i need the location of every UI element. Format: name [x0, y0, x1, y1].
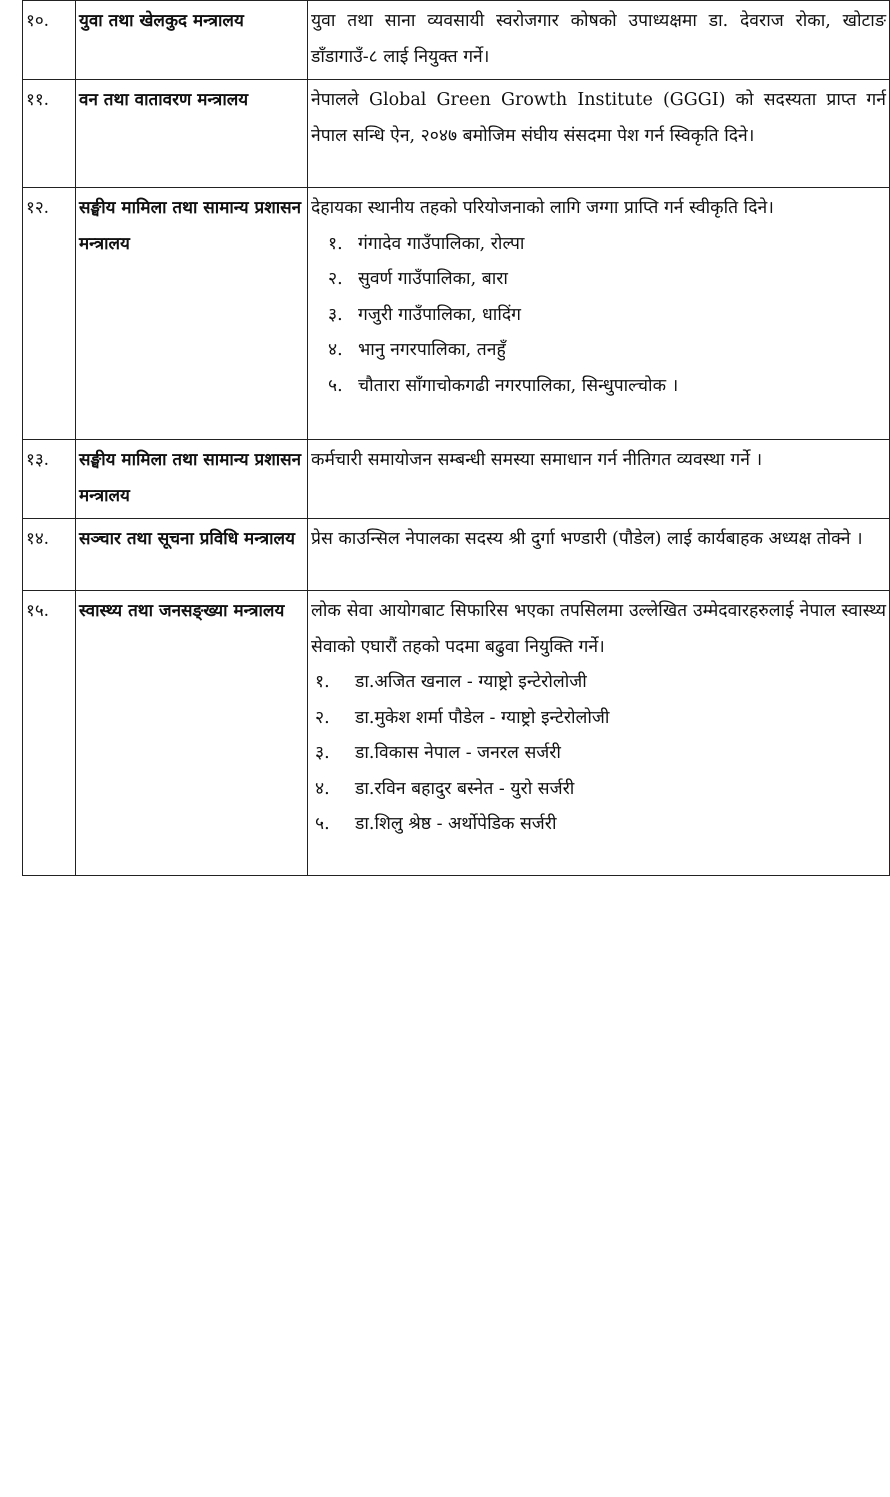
serial-number: १५.	[23, 591, 76, 876]
list-item-text: डा.शिलु श्रेष्ठ - अर्थोपेडिक सर्जरी	[355, 814, 557, 834]
table-row	[23, 188, 890, 440]
list-item-text: चौतारा साँगाचोकगढी नगरपालिका, सिन्धुपाल्चोक ।	[358, 375, 679, 396]
serial-number: १३.	[23, 440, 76, 519]
list-item	[311, 736, 886, 772]
list-item	[311, 227, 886, 263]
ministry-name: सङ्घीय मामिला तथा सामान्य प्रशासन मन्त्रालय	[76, 188, 308, 440]
list-marker: १.	[328, 233, 343, 254]
list-item-text: डा.अजित खनाल - ग्याष्ट्रो इन्टेरोलोजी	[355, 672, 587, 692]
list-item	[311, 262, 886, 298]
decision-paragraph: युवा तथा साना व्यवसायी स्वरोजगार कोषको उपाध्यक्षमा डा. देवराज रोका, खोटाङ डाँडागाउँ-८ लाई नियुक्त गर्ने।	[311, 11, 886, 67]
decision-text	[308, 519, 890, 591]
list-item-text: गजुरी गाउँपालिका, धादिंग	[358, 304, 522, 325]
list-item	[311, 807, 886, 843]
list-item	[311, 772, 886, 808]
list-marker: ४.	[328, 340, 343, 360]
serial-number: १४.	[23, 519, 76, 591]
decision-text	[308, 1, 890, 80]
list-marker: १.	[315, 672, 330, 692]
list-marker: २.	[328, 269, 343, 289]
list-marker: ३.	[315, 743, 330, 763]
list-item	[311, 665, 886, 701]
decision-text	[308, 188, 890, 440]
local-level-list	[311, 227, 886, 405]
list-marker: ५.	[315, 814, 330, 834]
ministry-name: वन तथा वातावरण मन्त्रालय	[76, 80, 308, 188]
list-item-text: भानु नगरपालिका, तनहुँ	[358, 340, 506, 360]
list-item	[311, 333, 886, 369]
ministry-name: स्वास्थ्य तथा जनसङ्ख्या मन्त्रालय	[76, 591, 308, 876]
decision-paragraph: लोक सेवा आयोगबाट सिफारिस भएका तपसिलमा उल्लेखित उम्मेदवारहरुलाई नेपाल स्वास्थ्य सेवाको एघारौं तहको पदमा बढुवा नियुक्ति गर्ने।	[311, 601, 886, 657]
decision-text	[308, 591, 890, 876]
cabinet-decisions-table	[22, 0, 890, 876]
serial-number: ११.	[23, 80, 76, 188]
table-row	[23, 80, 890, 188]
table-row	[23, 591, 890, 876]
serial-number: १०.	[23, 1, 76, 80]
list-item-text: गंगादेव गाउँपालिका, रोल्पा	[358, 233, 525, 254]
serial-number: १२.	[23, 188, 76, 440]
decision-paragraph: देहायका स्थानीय तहको परियोजनाको लागि जग्गा प्राप्ति गर्न स्वीकृति दिने।	[311, 198, 774, 218]
ministry-name: सञ्चार तथा सूचना प्रविधि मन्त्रालय	[76, 519, 308, 591]
list-item	[311, 298, 886, 334]
ministry-name: सङ्घीय मामिला तथा सामान्य प्रशासन मन्त्रालय	[76, 440, 308, 519]
decision-text	[308, 80, 890, 188]
list-marker: ४.	[315, 778, 330, 799]
list-item-text: सुवर्ण गाउँपालिका, बारा	[358, 269, 508, 289]
table-row	[23, 1, 890, 80]
table-row	[23, 440, 890, 519]
list-item-text: डा.मुकेश शर्मा पौडेल - ग्याष्ट्रो इन्टेरोलोजी	[355, 707, 610, 728]
list-marker: ५.	[328, 375, 343, 396]
promotion-list	[311, 665, 886, 843]
decision-paragraph: नेपालले Global Green Growth Institute (GGGI) को सदस्यता प्राप्त गर्न नेपाल सन्धि ऐन, २०४७ बमोजिम संघीय संसदमा पेश गर्न स्विकृति दिने।	[311, 90, 886, 146]
list-item-text: डा.रविन बहादुर बस्नेत - युरो सर्जरी	[355, 778, 575, 799]
decision-paragraph: कर्मचारी समायोजन सम्बन्धी समस्या समाधान गर्न नीतिगत व्यवस्था गर्ने ।	[311, 450, 763, 470]
decision-text	[308, 440, 890, 519]
table-row	[23, 519, 890, 591]
list-item-text: डा.विकास नेपाल - जनरल सर्जरी	[355, 743, 561, 763]
list-marker: ३.	[328, 304, 343, 325]
ministry-name: युवा तथा खेलकुद मन्त्रालय	[76, 1, 308, 80]
decision-paragraph: प्रेस काउन्सिल नेपालका सदस्य श्री दुर्गा भण्डारी (पौडेल) लाई कार्यबाहक अध्यक्ष तोक्ने ।	[311, 529, 863, 549]
list-marker: २.	[315, 707, 330, 728]
list-item	[311, 701, 886, 737]
list-item	[311, 369, 886, 405]
